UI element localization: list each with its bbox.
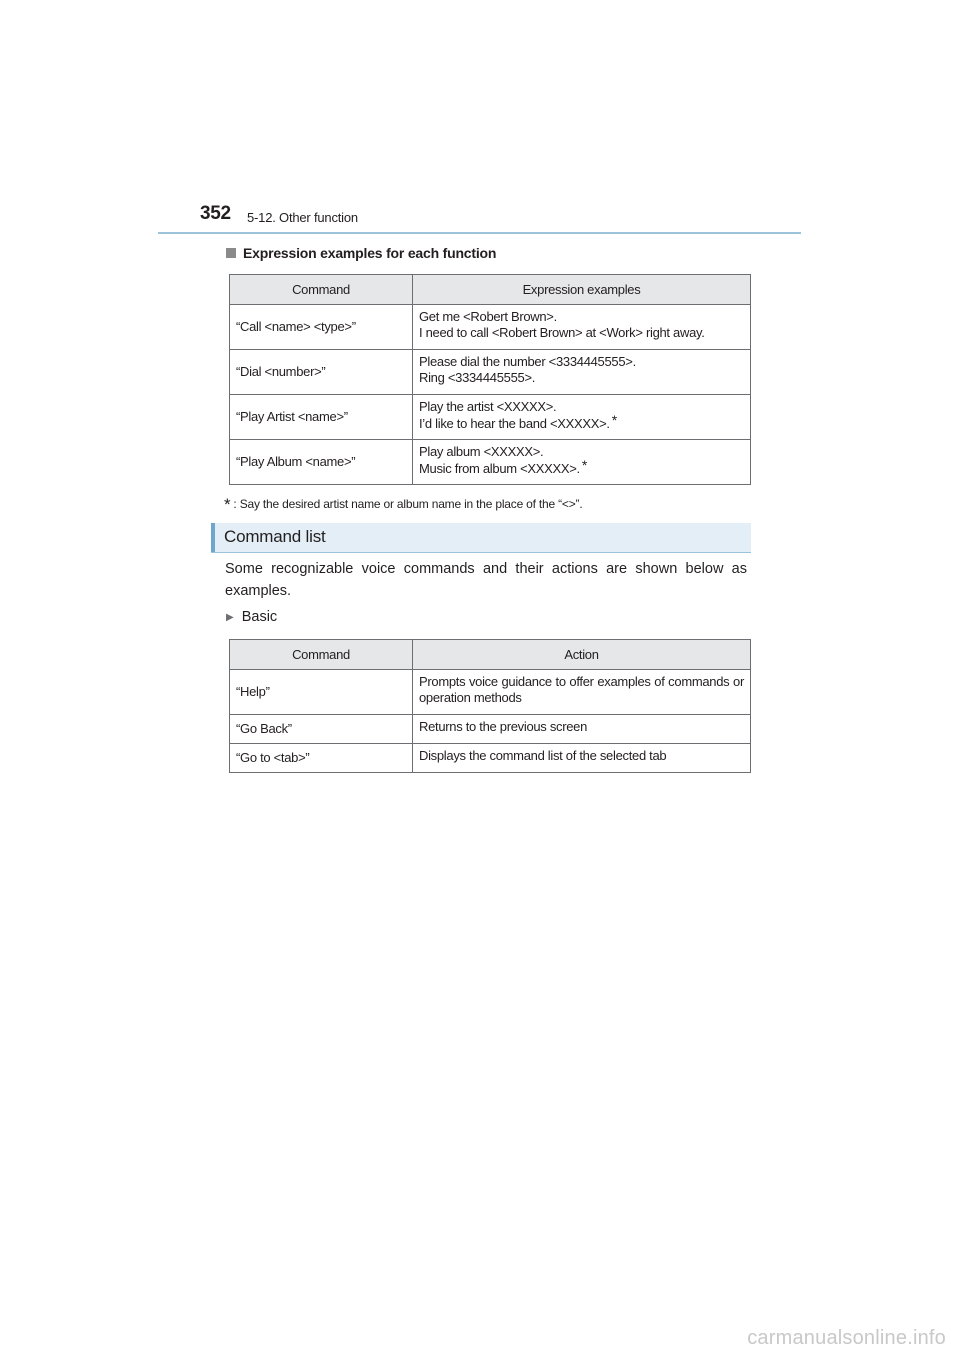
expression-cell — [413, 440, 751, 485]
expression-examples-table — [229, 274, 751, 485]
footnote-marker: * — [581, 457, 587, 473]
expression-line-with-note — [419, 457, 744, 477]
triangle-bullet-icon: ▶ — [226, 611, 234, 623]
footnote-mark: * — [224, 495, 231, 514]
expression-examples-heading-text: Expression examples for each function — [243, 245, 497, 261]
command-cell: “Go Back” — [230, 715, 413, 744]
header-rule — [158, 232, 801, 234]
command-list-heading — [211, 523, 751, 553]
square-bullet-icon — [226, 248, 236, 258]
column-header-command: Command — [230, 275, 413, 305]
expression-line: Play the artist <XXXXX>. — [419, 399, 557, 414]
table-row — [230, 744, 751, 773]
command-cell: “Go to <tab>” — [230, 744, 413, 773]
footnote-marker: * — [611, 412, 617, 428]
expression-line: Get me <Robert Brown>. — [419, 309, 557, 324]
table-header-row — [230, 640, 751, 670]
command-cell: “Play Artist <name>” — [230, 395, 413, 440]
table-header-row — [230, 275, 751, 305]
basic-subheading — [226, 609, 277, 625]
expression-cell — [413, 305, 751, 350]
expression-line: Ring <3334445555>. — [419, 370, 536, 385]
table-row — [230, 440, 751, 485]
column-header-expression-examples: Expression examples — [413, 275, 751, 305]
expression-line: Music from album <XXXXX>. — [419, 461, 580, 476]
table-row — [230, 670, 751, 715]
expression-cell — [413, 350, 751, 395]
expression-line: Play album <XXXXX>. — [419, 444, 544, 459]
command-list-title: Command list — [224, 527, 326, 546]
basic-subheading-text: Basic — [241, 609, 278, 625]
table-row — [230, 715, 751, 744]
expression-cell — [413, 395, 751, 440]
basic-commands-table — [229, 639, 751, 773]
table-row — [230, 305, 751, 350]
page-number: 352 — [200, 203, 231, 224]
expression-line-with-note — [419, 412, 744, 432]
column-header-action: Action — [413, 640, 751, 670]
command-cell: “Dial <number>” — [230, 350, 413, 395]
heading-accent-bar — [211, 523, 215, 552]
action-cell: Displays the command list of the selected tab — [413, 744, 751, 773]
action-cell: Returns to the previous screen — [413, 715, 751, 744]
watermark: carmanualsonline.info — [747, 1327, 946, 1349]
command-cell: “Help” — [230, 670, 413, 715]
column-header-command: Command — [230, 640, 413, 670]
command-cell: “Play Album <name>” — [230, 440, 413, 485]
action-cell: Prompts voice guidance to offer examples of commands or operation methods — [413, 670, 751, 715]
command-cell: “Call <name> <type>” — [230, 305, 413, 350]
expression-examples-heading — [226, 245, 496, 261]
command-list-intro: Some recognizable voice commands and their actions are shown below as examples. — [225, 561, 747, 599]
table-row — [230, 350, 751, 395]
section-title: 5-12. Other function — [247, 210, 358, 225]
expression-line: Please dial the number <3334445555>. — [419, 354, 636, 369]
expression-line: I’d like to hear the band <XXXXX>. — [419, 416, 610, 431]
footnote-text: : Say the desired artist name or album name in the place of the “<>”. — [233, 497, 583, 511]
expression-line: I need to call <Robert Brown> at <Work> right away. — [419, 325, 705, 340]
table-row — [230, 395, 751, 440]
footnote — [224, 493, 582, 513]
